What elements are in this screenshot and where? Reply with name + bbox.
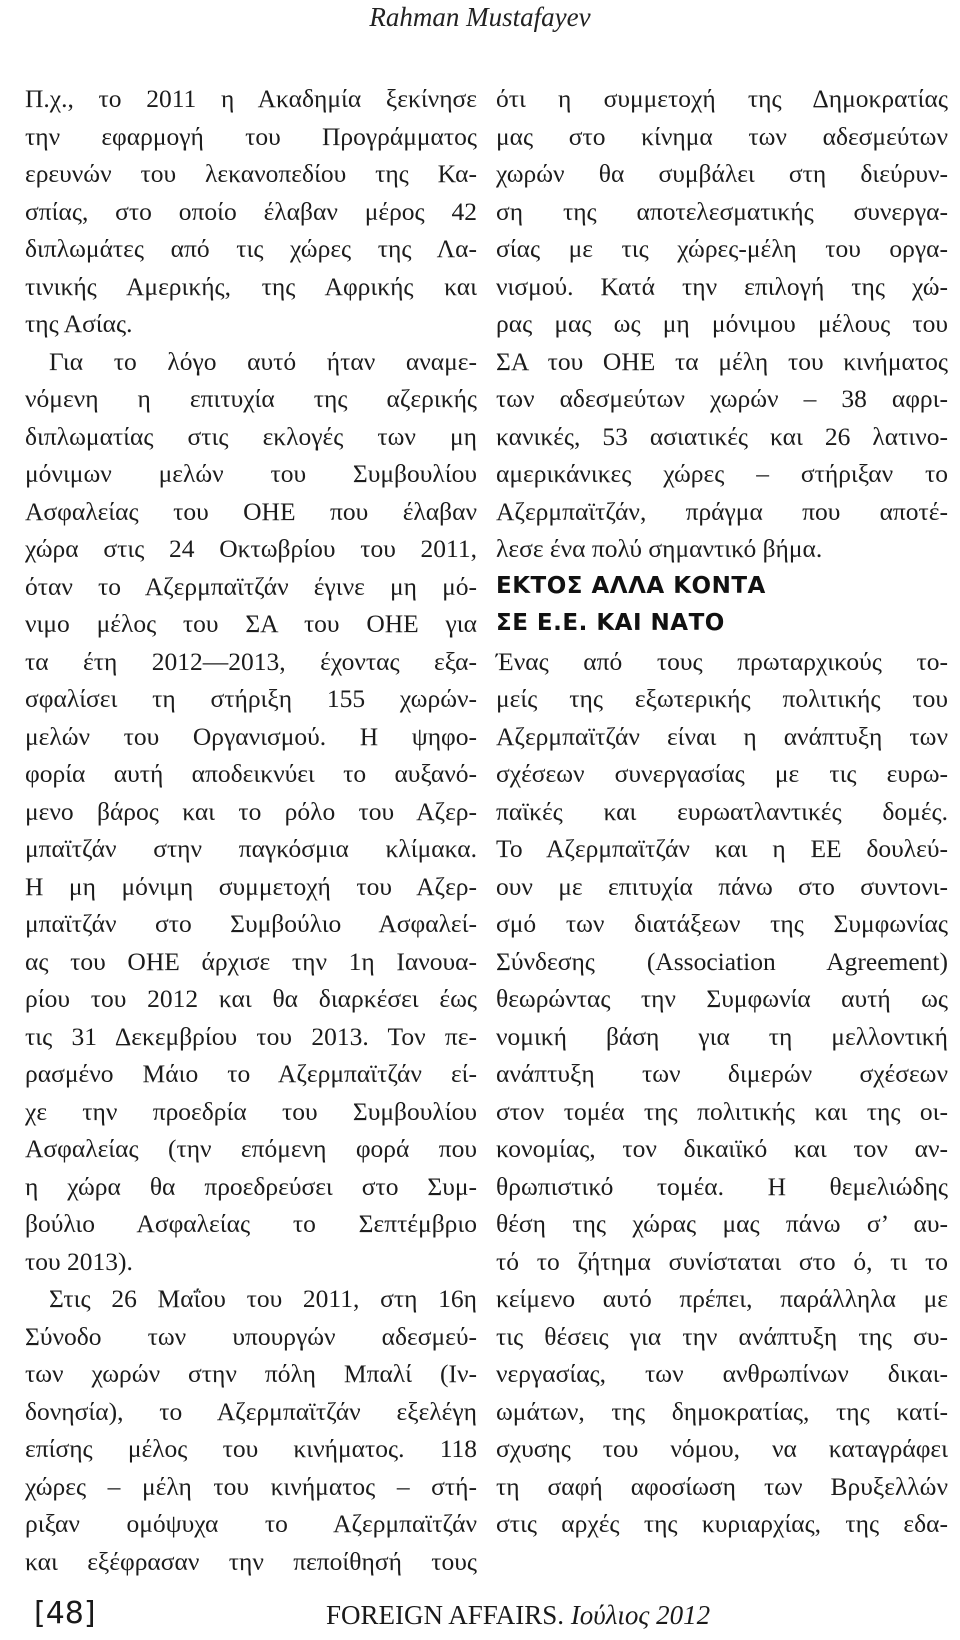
text-line: θρωπιστικό τομέα. Η θεμελιώδης [496, 1171, 948, 1201]
text-line: ρας μας ως μη μόνιμου μέλους του [496, 309, 948, 338]
text-line: τις θέσεις για την ανάπτυξη της συ- [496, 1321, 948, 1351]
text-line: ερευνών του λεκανοπεδίου της Κα- [25, 159, 477, 188]
text-line: ότι η συμμετοχή της Δημοκρατίας [496, 84, 948, 113]
text-line: δονησία), το Αζερμπαϊτζάν εξελέγη [25, 1396, 477, 1426]
text-line: ρασμένο Μάιο το Αζερμπαϊτζάν εί- [25, 1059, 477, 1088]
text-line: Το Αζερμπαϊτζάν και η ΕΕ δουλεύ- [496, 834, 948, 863]
text-line: και εξέφρασαν την πεποίθησή τους [25, 1546, 477, 1576]
text-line: ριξαν ομόψυχα το Αζερμπαϊτζάν [25, 1509, 477, 1538]
text-line: σχυσης του νόμου, να καταγράφει [496, 1434, 948, 1463]
text-line: μπαϊτζάν στην παγκόσμια κλίμακα. [25, 834, 477, 863]
text-line: χώρες – μέλη του κινήματος – στή- [25, 1471, 477, 1501]
text-line: μελών του Οργανισμού. Η ψηφο- [25, 721, 477, 751]
text-line: νόμενη η επιτυχία της αζερικής [25, 384, 477, 413]
text-line: ανάπτυξη των διμερών σχέσεων [496, 1059, 948, 1088]
text-line: στον τομέα της πολιτικής και της οι- [496, 1096, 948, 1126]
text-line: νιμο μέλος του ΣΑ του ΟΗΕ για [25, 609, 477, 638]
text-line: τη σαφή αφοσίωση των Βρυξελλών [496, 1471, 948, 1501]
right-column [496, 80, 948, 1543]
text-line: νισμού. Κατά την επιλογή της χώ- [496, 271, 948, 301]
text-line: λεσε ένα πολύ σημαντικό βήμα. [496, 534, 823, 563]
text-line: την εφαρμογή του Προγράμματος [25, 121, 477, 151]
text-line: ωμάτων, της δημοκρατίας, της κατί- [496, 1396, 948, 1426]
text-line: βούλιο Ασφαλείας το Σεπτέμβριο [25, 1209, 477, 1238]
text-line: στις αρχές της κυριαρχίας, της εδα- [496, 1509, 948, 1538]
text-line: Αζερμπαϊτζάν είναι η ανάπτυξη των [496, 721, 948, 751]
text-line: σφαλίσει τη στήριξη 155 χωρών- [25, 684, 477, 713]
text-line: όταν το Αζερμπαϊτζάν έγινε μη μό- [25, 571, 477, 601]
text-line: αμερικάνικες χώρες – στήριξαν το [496, 459, 948, 488]
text-line: μείς της εξωτερικής πολιτικής του [496, 684, 948, 713]
text-line: χωρών θα συμβάλει στη διεύρυν- [496, 159, 948, 188]
text-line: μπαϊτζάν στο Συμβούλιο Ασφαλεί- [25, 909, 477, 938]
text-line: ρίου του 2012 και θα διαρκέσει έως [25, 984, 477, 1013]
text-line: μενο βάρος και το ρόλο του Αζερ- [25, 796, 477, 826]
text-line: Ασφαλείας (την επόμενη φορά που [25, 1134, 477, 1163]
text-line: τα έτη 2012—2013, έχοντας εξα- [25, 646, 477, 676]
text-line: κανικές, 53 ασιατικές και 26 λατινο- [496, 421, 948, 451]
text-line: ας του ΟΗΕ άρχισε την 1η Ιανουα- [25, 946, 477, 976]
page-number: [48] [34, 1596, 96, 1631]
text-line: μόνιμων μελών του Συμβουλίου [25, 459, 477, 488]
section-heading-line-1: ΕΚΤΟΣ ΑΛΛΑ ΚΟΝΤΑ [496, 572, 766, 599]
text-line: τό το ζήτημα συνίσταται στο ό, τι το [496, 1246, 948, 1276]
text-line: χε την προεδρία του Συμβουλίου [25, 1096, 477, 1126]
text-line: Για το λόγο αυτό ήταν αναμε- [49, 346, 477, 376]
text-line: τινικής Αμερικής, της Αφρικής και [25, 271, 477, 301]
text-line: Στις 26 Μαΐου του 2011, στη 16η [49, 1284, 477, 1313]
publication-info [326, 1598, 710, 1632]
text-line: διπλωμάτες από τις χώρες της Λα- [25, 234, 477, 263]
running-header-author: Rahman Mustafayev [369, 2, 591, 32]
text-line: μας στο κίνημα των αδεσμεύτων [496, 121, 948, 151]
text-line: ΣΑ του ΟΗΕ τα μέλη του κινήματος [496, 346, 948, 376]
text-line: νομική βάση για τη μελλοντική [496, 1021, 948, 1051]
text-line: Ένας από τους πρωταρχικούς το- [496, 646, 948, 676]
text-line: σπίας, στο οποίο έλαβαν μέρος 42 [25, 196, 477, 226]
page-footer [0, 1596, 960, 1636]
text-line: Η μη μόνιμη συμμετοχή του Αζερ- [25, 871, 477, 901]
text-line: χώρα στις 24 Οκτωβρίου του 2011, [25, 534, 477, 563]
text-line: επίσης μέλος του κινήματος. 118 [25, 1434, 477, 1463]
publication-issue: Ιούλιος 2012 [570, 1600, 711, 1630]
text-line: Σύνοδο των υπουργών αδεσμεύ- [25, 1321, 477, 1351]
text-line: τις 31 Δεκεμβρίου του 2013. Τον πε- [25, 1021, 477, 1051]
section-heading-line-2: ΣΕ Ε.Ε. ΚΑΙ ΝΑΤΟ [496, 610, 725, 636]
text-line: σμό των διατάξεων της Συμφωνίας [496, 909, 948, 938]
text-line: θέση της χώρας μας πάνω σ’ αυ- [496, 1209, 948, 1238]
text-line: Ασφαλείας του ΟΗΕ που έλαβαν [25, 496, 477, 526]
text-line: νεργασίας, των ανθρωπίνων δικαι- [496, 1359, 948, 1388]
text-line: ση της αποτελεσματικής συνεργα- [496, 196, 948, 226]
text-line: φορία αυτή αποδεικνύει το αυξανό- [25, 759, 477, 788]
left-column [25, 80, 477, 1580]
text-line: θεωρώντας την Συμφωνία αυτή ως [496, 984, 948, 1013]
text-line: του 2013). [25, 1246, 133, 1276]
text-line: η χώρα θα προεδρεύσει στο Συμ- [25, 1171, 477, 1201]
text-line: ουν με επιτυχία πάνω στο συντονι- [496, 871, 948, 901]
text-line: Αζερμπαϊτζάν, πράγμα που αποτέ- [496, 496, 948, 526]
text-line: κείμενο αυτό πρέπει, παράλληλα με [496, 1284, 948, 1313]
publication-title: FOREIGN AFFAIRS. [326, 1600, 565, 1630]
text-line: κονομίας, τον δικαιϊκό και τον αν- [496, 1134, 948, 1163]
text-line: των αδεσμεύτων χωρών – 38 αφρι- [496, 384, 948, 413]
text-line: διπλωματίας στις εκλογές των μη [25, 421, 477, 451]
text-line: σχέσεων συνεργασίας με τις ευρω- [496, 759, 948, 788]
text-line: της Ασίας. [25, 309, 133, 338]
text-line: σίας με τις χώρες-μέλη του οργα- [496, 234, 948, 263]
text-line: παϊκές και ευρωατλαντικές δομές. [496, 796, 948, 826]
text-line: των χωρών στην πόλη Μπαλί (Ιν- [25, 1359, 477, 1388]
text-line: Π.χ., το 2011 η Ακαδημία ξεκίνησε [25, 84, 477, 113]
text-line: Σύνδεσης (Association Agreement) [496, 946, 948, 976]
